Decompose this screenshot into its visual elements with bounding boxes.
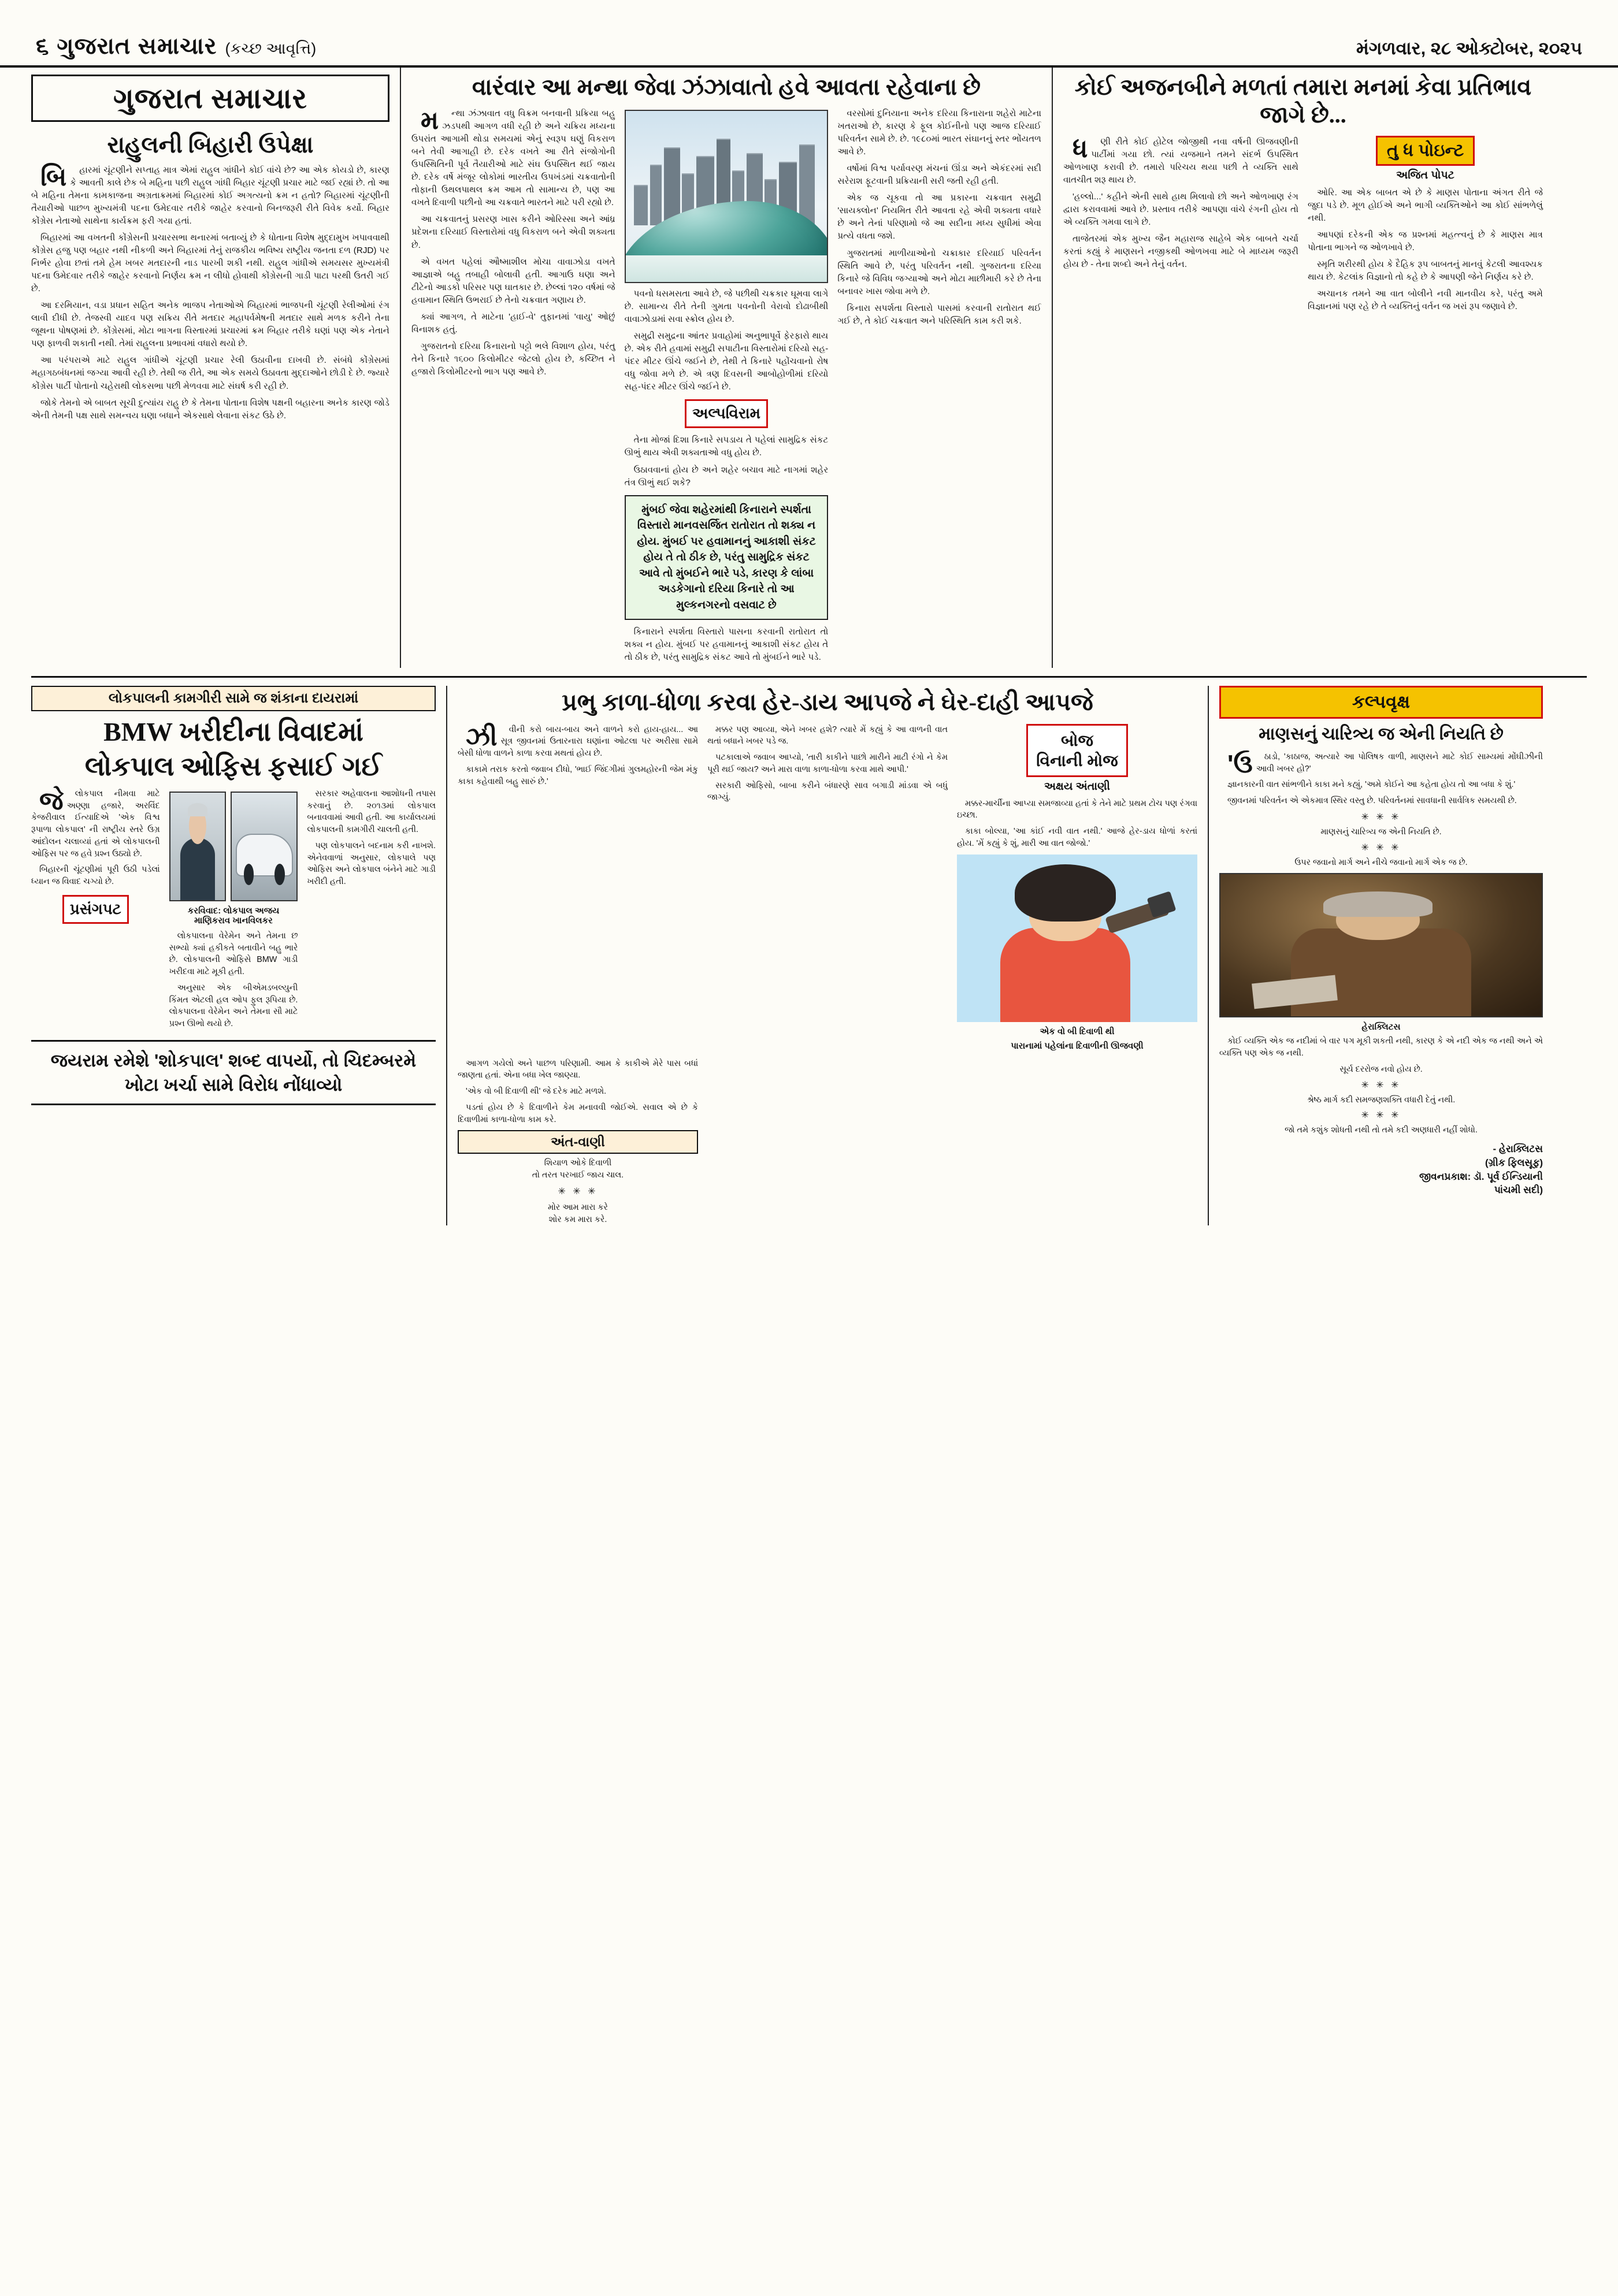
article-bmw [31,686,436,1225]
kalpvruksh-body-bottom [1219,1035,1543,1059]
ajanbi-c1-p1: ધણી રીતે કોઈ હોટેલ જોજીથી નવા વર્ષની ઊજવણીની પાર્ટીમાં ગયા છો. ત્યાં યજમાને તમને સંદર્ભ ઉપસ્થિત ઓળખાણ કરાવી છે. તમારો પરિચય થયા પછી તે વ્યક્તિ સાથે વાતચીત શરૂ થાય છે. [1063,135,1298,185]
cyclone-c1-p4: ક્યાં આગળ, તે માટેના 'હાઈ-વે' તુફાનમાં 'વાયુ' ઓછું વિનાશક હતું. [411,311,615,335]
cyclone-c1-p2: આ ચક્રવાતનું પ્રસરણ ખાસ કરીને ઓરિસ્સા અને આંધ્ર પ્રદેશના દરિયાઈ વિસ્તારોમાં વધુ વિકરાળ બને એવી શક્યતા છે. [411,214,615,250]
hair-coloring-illustration [957,855,1197,1022]
column-divider-4 [1208,686,1209,1225]
rahul-para-4: આ પરંપરાએ માટે રાહુલ ગાંધીએ ચૂંટણી પ્રચાર રેલી ઉઠાવીના દાખવી છે. સંબંધે કોંગ્રેસમાં મહાગઠબંધનમાં જગ્યા આવી રહી છે. તેથી જ રીતે, આ એક સમયે ઉઠાવતા મુદ્દાઓને છોડી દે છે. જ્યારે કોંગ્રેસ પાર્ટી પોતાનો ચહેરાથી લોકસભા પછી મેળવવા માટે સંઘર્ષ કરી રહી છે. [31,355,389,391]
ajanbi-c2-p4: અચાનક તમને આ વાત બોલીને નવી માનવીય કરે, પરંતુ અમે વિજ્ઞાનમાં પણ રહે છે તે વ્યક્તિનું વર્તન જ ખરાં રૂપ જણાવે છે. [1308,289,1543,312]
kalp-p1: 'ઉઠાડો, 'કાઠાજ, અત્યારે આ પોલિષક વાળી, માણસને માટે કોઈ સામ્યમાં મોંઘીઝીની આવી ખબર હો?' [1227,749,1543,778]
publication-date: મંગળવાર, ૨૮ ઓક્ટોબર, ૨૦૨૫ [1356,38,1582,58]
prasangpat-tag: પ્રસંગપટ [62,895,129,924]
kalp-p2: જ્ઞાનકારની વાત સાંભળીને કાકા મને કહ્યું, 'અમે કોઈને આ કહેતા હોય તો આ બધા કે શું.' [1227,780,1516,790]
kalp-stars-4: ✳ ✳ ✳ [1361,1110,1401,1121]
rahul-para-1: બિહારમાં ચૂંટણીને સપ્તાહ માત્ર એમાં રાહુલ ગાંધીને કોઈ વાંચે છે? આ એક કોયડો છે, કારણ કે આવતી કાલે છેક બે મહિના પછી રાહુલ ગાંધી બિહાર ચૂંટણી પ્રચાર માટે જઈ રહ્યાં છે. તો આ બે મહિના તેમના કામકાજના અગ્રતાક્રમમાં બિહારમાં કોઈ અગત્યનો ક્રમ ન હતો? બિહારમાં ચૂંટણીની તૈયારીઓ પાછળ મુખ્યમંત્રી પદના ઉમેદવાર તરીકે જાહેર કરવાનો બિનજરૂરી રીતે વિવેક કર્યો. બિહાર કોંગ્રેસ નેતાઓ સાથેના કાર્યક્રમ ફરી ગયા હતાં. [31,163,389,226]
cyclone-c3-p4: ગુજરાતમાં માળીયાઓનો ચક્રાકાર દરિયાઈ પરિવર્તન સ્થિતિ આવે છે, પરંતુ પરિવર્તન નથી. ગુજરાતના દરિયા કિનારે જે વિવિધ જગ્યાઓ અને મોટા માછીમારી કરે છે તેના બનાવર ખાસ જોવા મળે છે. [837,248,1042,296]
bmw-col1 [31,788,160,888]
tothepoint-badge: તુ ધ પોઇન્ટ [1376,136,1475,166]
hd-c4-p3: પડતાં હોય છે કે દિવાળીને કેમ મનાવવી જોઈએ. સવાલ એ છે કે દિવાળીમાં કાળા-ધોળા કામ કરે. [458,1102,698,1124]
kalpvruksh-body-top [1219,751,1543,807]
bottom-section [31,686,1587,1225]
hairdye-col1 [458,724,698,788]
antvani-line-2: તો તરત પરખાઈ જાય ચાલ. [532,1171,624,1180]
ajanbi-byline: અજિત પોપટ [1396,169,1454,181]
hairdye-byline: અક્ષય અંતાણી [1044,780,1110,793]
hd-c4-p1: આગળ ગયેલો અને પાછળ પરિણામી. આમ કે કાકીએ મેરે પાસ બધાં જાણતા હતાં. એના બધા ખેલ જાણ્યા. [458,1058,698,1080]
bmw-c3-p1: સરકાર અહેવાલના આશોધની તપાસ કરવાનું છે. ૨૦૧૩માં લોકપાલ બનાવવામાં આવી હતી. આ કાર્યાલયમાં લોકપાલની કામગીરી ચાલતી હતી. [307,789,436,835]
cyclone-col2b [625,434,829,489]
tsunami-photo [625,110,829,283]
sign-line-2: (ગ્રીક ફિલસૂફ) [1485,1157,1543,1168]
hd-c2-p3: સરકારી ઓફિસો, બાબા કરીને બંધારણે સાવ બગાડી માંડવા એ બધું જાગ્યું. [707,781,948,803]
kalp-p3: જીવનમાં પરિવર્તન એ એકમાત્ર સ્થિર વસ્તુ છે. પરિવર્તનમાં સાવધાની સાર્વત્રિક સમયથી છે. [1227,796,1517,806]
alpviram-tag: અલ્પવિરામ [685,399,768,428]
sign-line-1: - હેરાક્લિટસ [1493,1143,1543,1155]
kalpvruksh-badge: કલ્પવૃક્ષ [1219,686,1543,719]
hd-c4-p2: 'એક વો બી દિવાળી થી' જે દરેક માટે મળશે. [466,1087,607,1097]
art-caption: હેરાક્લિટસ [1361,1022,1401,1032]
rahul-para-5: જોકે તેમનો એ બાબત સૂચી દુત્યાંય રાહુ છે કે તેમના પોતાના વિશેષ પક્ષની બહારના અનેક કારણ જોડે એની તેમની પક્ષ સાથે સમન્વય ઘણા બધાને એકસાથે લેવાના સંકટ ઉઠે છે. [31,397,389,421]
hairdye-col3 [957,798,1197,850]
cyclone-c2-p4: ઉઠાવવાનાં હોય છે અને શહેર બચાવ માટે નાગમાં શહેર તંત્ર ઊભું થઈ શકે? [624,465,829,488]
cyclone-c3-p1: વરસોમાં દુનિયાના અનેક દરિયા કિનારાના શહેરો માટેના ખતરાઓ છે, કારણ કે ફૂલ કોઈનીનો પણ આજ દરિયાઈ પરિવર્તન સામે છે. છે. ૧૯૮૦માં ભારત સંઘાનનું સ્તર ભોંયતળ આવે છે. [837,109,1042,157]
boj-vinani-moj-tag [1026,724,1127,777]
sign-line-4: પાંચમી સદી) [1494,1184,1543,1196]
bmw-col3 [307,788,436,888]
hairdye-col2 [707,724,948,804]
kalp-aph-3: સૂર્ય દરરોજ નવો હોય છે. [1339,1064,1423,1074]
bmw-bigquote: જયરામ રમેશે 'શોકપાલ' શબ્દ વાપર્યો, તો ચિદમ્બરમે ખોટા ખર્ચા સામે વિરોધ નોંધાવ્યો [31,1040,436,1106]
kalp-aph-4: શ્રેષ્ઠ માર્ગ કદી સમજણશક્તિ વધારી દેતું નથી. [1307,1095,1456,1105]
cyclone-c1-p1: મન્થા ઝંઝાવાત વધુ વિક્રમ બનવાની પ્રક્રિયા બહુ ઝડપથી આગળ વધી રહી છે અને ચક્રિય મધ્યના ઉપરાંત આગામી થોડા સમયમાં એનું સ્વરૂપ ઘણું વિકરાળ બને તેવી આગાહી છે. દરેક વખતે આ રીતે સંજોગોની ઉપસ્થિતિની પૂર્વ તૈયારીઓ માટે સંઘ ઉપસ્થિત થઈ જાય છે. દરેક વર્ષે મંજૂર લોકોમાં ભારતીય ઉપખંડમાં ચક્રવાતોની તોફાની ઉથલપાથલ ક્રમ આમ તો સામાન્ય છે, પણ આ વખતે દિવાળી પછીનો આ ચક્રવાતે ભારતને માટે પરી રહ્યો છે. [411,106,615,208]
rahul-para-3: આ દરમિયાન, વડા પ્રધાન સહિત અનેક ભાજપ નેતાઓએ બિહારમાં ભાજપની ચૂંટણી રેલીઓમાં રંગ લાવી દીધી છે. તેજસ્વી યાદવ પણ સક્રિય રીતે મતદાર મહાપર્વમેષની મતદાર સાથે મળક કરીને તેના જૂથના પોષણમાં છે. કોંગ્રેસમાં, મોટા ભાગના વિસ્તારમાં પ્રચારમાં ક્રમ બિહાર તરીકે ઘણાં પણ એક નેતાને પણ ફાળવી શકાતી નથી. તેમાં રાહુલના પ્રભાવમાં વધારો થયો છે. [31,300,389,349]
antvani-lines [458,1157,698,1225]
hd-c3-p2: કાકા બોલ્યા, 'આ કાંઈ નવી વાત નથી.' આજે હેર-ડાય ધોળાં કરતાં હોય. 'મેં કહ્યું કે શું, મારી આ વાત જોજો.' [957,827,1197,848]
hd-c1-p2: કાકામે તરાક કરતો જવાબ દીધો, 'ભાઈ જિંદગીમાં ગુલમહોરની જેમ મંકુ કાકા કહેવાથી બહુ સારું છે.' [458,764,698,786]
cyclone-col2 [625,288,829,393]
ajanbi-c1-p3: તાજેતરમાં એક મુખ્ય જૈન મહારાજ સાહેબે એક બાબતે ચર્ચા કરતાં કહ્યું કે માણસને નજીકથી ઓળખવા માટે બે માધ્યમ જરૂરી હોય છે - તેના શબ્દો અને તેનું વર્તન. [1063,234,1298,270]
hairdye-col4 [458,1058,698,1126]
kalpvruksh-signature [1219,1142,1543,1197]
section-divider [31,676,1587,678]
kalp-stars-3: ✳ ✳ ✳ [1361,1080,1401,1090]
kalp-aph-5: જો તમે કશુંક શોધતી નથી તો તમે કદી અણધારી નહીં શોધો. [1285,1125,1478,1135]
sea-foam [626,255,827,282]
cyclone-c3-p2: વર્ષોમાં વિશ્વ પર્યાવરણ મંચનાં ઊંડા અને એકંદરમાં સદી સરેરાશ ફૂટવાની પ્રક્રિયાની સરી જતી રહી હતી. [837,164,1042,187]
bmw-c1-p1: જેલોકપાલ નીમવા માટે અણ્ણા હજારે, અરવિંદ કેજરીવાલ ઈત્યાદિએ 'એક વિશ્વ રૂપાળા લોકપાલ' ની રાષ્ટ્રીય સ્તરે ઉગ્ર આંદોલન ચલાવ્યાં હતાં એ લોકપાલની ઓફિસ પર જ હવે પ્રશ્ન ઉઠ્યો છે. [31,786,160,859]
article-hairdye [458,686,1197,1225]
cyclone-c2-p5: કિનારાને સ્પર્શતા વિસ્તારો પાસના કરવાની રાતોરાત તો શક્ય ન હોય. મુંબઈ પર હવામાનનું આકાશી સંકટ હોય તે તો ઠીક છે, પરંતુ સામુદ્રિક સંકટ આવે તો મુંબઈને ભારે પડે. [624,627,829,663]
paper-name: ગુજરાત સમાચાર [57,34,217,59]
antvani-line-3: મોર આમ મારા કરે [548,1202,608,1212]
hd-c1-p1: ઝીવીની કરો બાય-બાય અને વાળને કરો હાય-હાય... આ સૂત્ર જીવનમાં ઉતારનારા ઘણાંના ઓટલા પર અરીસા સામે બેસી ધોળા વાળને કાળા કરવા મથતાં હોય છે. [458,722,698,759]
column-divider [400,68,401,668]
kalp-stars-1: ✳ ✳ ✳ [1361,812,1401,822]
cyclone-headline: વારંવાર આ મન્થા જેવા ઝંઝાવાતો હવે આવતા રહેવાના છે [472,74,981,100]
hairdye-headline: પ્રભુ કાળા-ધોળા કરવા હેર-ડાય આપજે ને ઘેર-દાહી આપજે [562,689,1093,716]
kalp-aph-2: ઉપર જવાનો માર્ગ અને નીચે જવાનો માર્ગ એક જ છે. [1294,857,1468,867]
article-rahul [31,68,389,668]
article-kalpvruksh [1219,686,1543,1225]
ajanbi-c1-p2: 'હલ્લો...' કહીને એની સાથે હાથ મિલાવો છો અને ઓળખાણ રંગ દ્વારા કરાવવામાં આવે છે. પ્રસ્તાવ તરીકે આપણા વાંચે રંગની હોય તો એ વ્યક્તિ ગમવા લાગે છે. [1063,192,1298,228]
cyclone-c2-p1: પવનો ધસમસતા આવે છે, જે પછીથી ચક્રકાર ઘૂમવા લાગે છે. સામાન્ય રીતે તેની ગુમતા પવનોની વેરાવો દોઢાબીથી વાવાઝોડામાં સવા સ્ક્રોલ હોય છે. [624,289,829,325]
hd-c3-p1: મક્કર-માર્ચીના આપ્યા સમજાવ્યા હતાં કે તેને માટે પ્રથમ ટોચ પણ રંગવા ઇચ્છા. [957,798,1197,820]
article-ajanbi [1063,68,1543,668]
sign-line-3: જીવનપ્રકાશ: ડૉ. પૂર્વ ઈન્ડિયાની [1419,1171,1543,1182]
cyclone-c2-p2: સમુદ્રી સમુદ્રના આંતર પ્રવાહોમાં અનુભાપૂર્વે ફેરફારો થાય છે. એક રીતે હવામાં સમુદ્રી સપાટીના વિસ્તારોમાં દરિયો સહ-પંદર મીટર ઊંચે જઈને છે, તેથી તે કિનારે પહોંચવાનો રોષ વધુ જોવા મળે છે. એ ત્રણ દિવસની આબોહોળીમાં દરિયો સહ-પંદર મીટર ઊંચે જઈને છે. [624,331,829,392]
cyclone-col1 [411,107,615,378]
cyclone-col3 [837,107,1041,328]
cyclone-c3-p5: કિનારા સપર્શતા વિસ્તારો પાસમાં કરવાની રાતોરાત થઈ ગઈ છે, તે કોઈ ચક્રવાત અને પરિસ્થિતિ કામ કરી શકે. [837,303,1042,326]
illus-caption-2: પારાનામાં પહેલાંના દિવાળીની ઊજવણી [1011,1041,1144,1051]
top-section [31,68,1587,668]
cyclone-c3-p3: એક જ ચૂકવા તો આ પ્રકારના ચક્રવાત સમુદ્રી 'સાયક્લોન' નિયમિત રીતે આવતા રહે એવી શક્યતા વધારે છે અને તેનાં પરિણામો જે આ સદીના મધ્ય સુધીમાં એવા પ્રત્યે વધતા જશે. [837,193,1042,242]
kalpvruksh-headline: માણસનું ચારિત્ર્ય જ એની નિયતિ છે [1259,725,1504,744]
kalp-p6: કોઈ વ્યક્તિ એક જ નદીમાં બે વાર પગ મૂકી શકતી નથી, કારણ કે એ નદી એક જ નથી અને એ વ્યક્તિ પણ એક જ નથી. [1219,1036,1543,1058]
cyclone-col2c [625,626,829,664]
tag-line-1: બોજ [1061,731,1093,749]
ajanbi-col2 [1308,187,1543,313]
separator-stars: ✳ ✳ ✳ [558,1186,598,1197]
lokpal-portrait-photo [169,792,227,901]
bmw-c2-p1: લોકપાલના વેરેમેન અને તેમના છ સભ્યો ક્યાં હકીકતે બતાવીને બહુ ભારે છે. લોકપાલની ઓફિસે BMW ગાડી ખરીદવા માટે મૂકી હતી. [169,931,298,977]
hd-c2-p1: મક્કર પણ આવ્યા, એને ખબર હશે? ત્યારે મેં કહ્યું કે આ વાળની વાત થતાં બધાને ખબર પડે જ. [707,725,948,746]
ajanbi-c2-p1: ઓરિ. આ એક બાબત એ છે કે માણસ પોતાના અંગત રીતે જે જુદા પડે છે. મૂળ હોઈએ અને ભાગી વ્યક્તિઓને આ કોઈ સાંભળેલું નથી. [1308,188,1543,224]
cyclone-c1-p3: એ વખત પહેલાં ઔષ્માશીલ મોચા વાવાઝોડા વખતે આજ્ઞાએ બહુ તબાહી બોલાવી હતી. આગાઉ ઘણા અને ટીટેનો આડકો પરિસર પણ ઘાતકાર છે. છેલ્લાં ૧૨૦ વર્ષમાં જે હવામાન સ્થિતિ ઉભરાઈ છે તેનો ચક્રવાત ગણાય છે. [411,257,615,305]
bmw-headline-l2: લોકપાલ ઓફિસ ફસાઈ ગઈ [84,751,383,781]
bmw-photo-caption: કરવિવાદ: લોકપાલ અજય માણિકરાવ ખાનવિલકર [187,905,280,926]
antvani-line-4: શોર કમ મારા કરે. [548,1214,607,1224]
hd-c2-p2: પટકાલાએ જવાબ આપ્યો, 'તારી કાકીને પાછો મારીને માટી રંગો ને કેમ પૂરી થઈ જાય? અને મારા વાળા કાળા-ધોળા કરવા માથે આપી.' [707,753,948,774]
page-number: ૬ [36,34,49,59]
heraclitus-painting [1219,873,1543,1017]
illus-caption-1: એક વો બી દિવાળી થી [1040,1026,1115,1036]
brand-box [31,75,389,122]
cyclone-c2-p3: તેના મોજાં દિશા કિનારે સપડાય તે પહેલાં સામુદ્રિક સંકટ ઊભું થાય એવી શક્યતાઓ વધુ હોય છે. [624,435,829,458]
edition-label: (કચ્છ આવૃત્તિ) [225,40,317,57]
rahul-para-2: બિહારમાં આ વખતની કોંગ્રેસની પ્રચારસભા થનારમાં બતાવ્યું છે કે ધોતાના વિશેષ મુદ્દામુખ ખપાવવાથી કોંગ્રેસ હજુ પણ બહાર નથી નીકળી અને બિહારમાં તેનું રાજકીય ભવિષ્ય રાષ્ટ્રીય જનતા દળ (RJD) પર નિર્ભર હોવા છતાં તમે હેમ ખબર મતદારની નાડ પારખી શકી નથી. રાહુલ ગાંધીએ સમયસર મુખ્યમંત્રી પદના ઉમેદવાર તરીકે જાહેર કરવાનો નિર્ણય ક્રમ ન લીધો હોવાથી કોંગ્રેસની ગાડી પાટા પરથી ઉતરી ગઈ છે. [31,233,389,294]
kalp-stars-2: ✳ ✳ ✳ [1361,842,1401,853]
bmw-c1-p2: બિહારની ચૂંટણીમાં પૂરી ઉઠી પડેલાં ધ્યાન જ વિવાદ ચગ્યો છે. [31,865,160,886]
antvani-line-1: શિયાળ ઓકે દિવાળી [544,1158,612,1168]
column-divider-3 [446,686,447,1225]
ajanbi-headline: કોઈ અજનબીને મળતાં તમારા મનમાં કેવા પ્રતિભાવ જાગે છે... [1074,74,1532,128]
ajanbi-c2-p2: આપણાં દરેકની એક જ પ્રશ્નમાં મહત્ત્વનું છે કે માણસ માત્ર પોતાના ભાગને જ ઓળખાવે છે. [1308,230,1543,253]
bmw-col2 [169,930,298,1030]
bmw-kicker: લોકપાલની કામગીરી સામે જ શંકાના દાયરામાં [31,686,436,711]
bmw-c2-p2: અનુસાર એક બીએમડબલ્યુની કિંમત એટલી હલ ઓપ ફુલ રૂપિયા છે. લોકપાલના વેરેમેન અને તેમના સૌ માટે પ્રશ્ન ઊભો થયો છે. [169,983,298,1028]
article-cyclone [411,68,1041,668]
bmw-car-photo [231,792,298,901]
ajanbi-c2-p3: સ્મૃતિ શરીરથી હોય કે દૈહિક રૂપ બાબતનું માનવું કેટલી આવશ્યક થાય છે. કેટલાંક વિજ્ઞાનો તો કહે છે કે આપણી જેને નિર્ણય કરે છે. [1308,259,1543,283]
bmw-headline-l1: BMW ખરીદીના વિવાદમાં [103,717,363,747]
brand-title: ગુજરાત સમાચાર [113,83,308,114]
kalp-aph-1: માણસનું ચારિત્ર્ય જ એની નિયતિ છે. [1320,827,1442,837]
cyclone-pullquote: મુંબઈ જેવા શહેરમાંથી કિનારાને સ્પર્શતા વિસ્તારો માનવસર્જિત રાતોરાત તો શક્ય ન હોય. મુંબઈ પર હવામાનનું આકાશી સંકટ હોય તે તો ઠીક છે, પરંતુ સામુદ્રિક સંકટ આવે તો મુંબઈને ભારે પડે, કારણ કે લાંબા અડકેગાનો દરિયા કિનારે તો આ મુલ્કનગરનો વસવાટ છે [625,495,829,621]
masthead [0,0,1618,68]
rahul-body [31,164,389,422]
column-divider-2 [1052,68,1053,668]
cyclone-c1-p5: ગુજરાતનો દરિયા કિનારાનો પટ્ટો ભલે વિશાળ હોય, પરંતુ તેને કિનારે ૧૬૦૦ કિલોમીટર જેટલો હોય છે, કચ્છિત ને હજારો કિલોમીટરનો ભાગ પણ આવે છે. [411,341,615,377]
ajanbi-col1 [1063,136,1298,271]
tag-line-2: વિનાની મોજ [1036,751,1118,770]
rahul-headline: રાહુલની બિહારી ઉપેક્ષા [107,132,314,158]
bmw-c3-p2: પણ લોકપાલને બદનામ કરી નાખશે. એનેવવાળાં અનુસાર, લોકપાલે પણ ઓફિસ અને લોકપાલ બંનેને માટે ગાડી ખરીદી હતી. [307,841,436,886]
antvani-badge: અંત-વાણી [458,1130,698,1154]
